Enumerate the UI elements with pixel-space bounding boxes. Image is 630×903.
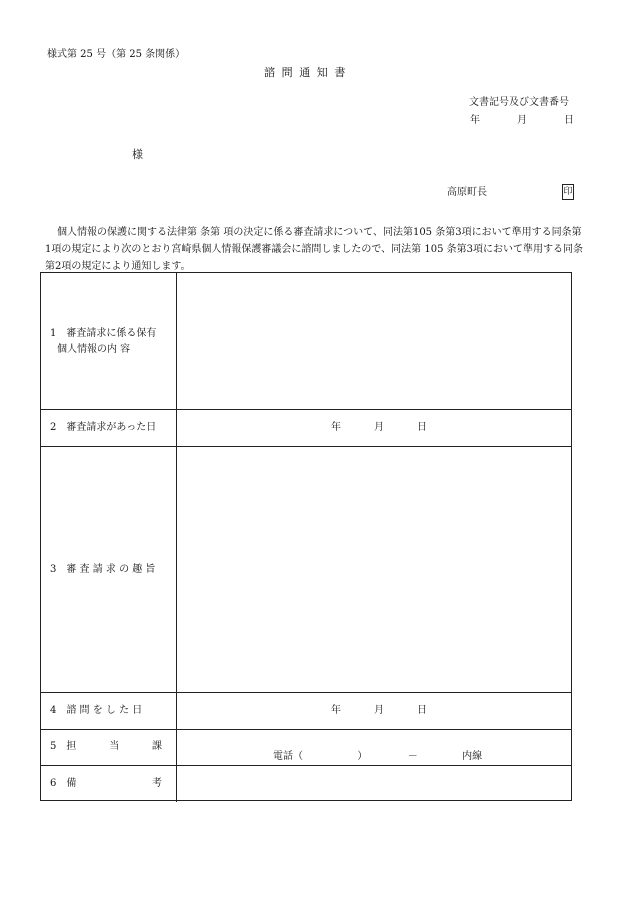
row2-value-field[interactable]	[177, 410, 571, 446]
row-label	[41, 410, 177, 446]
phone-line	[273, 752, 482, 762]
row6-label-num: 6 備	[50, 778, 77, 789]
table-row-department	[41, 730, 571, 766]
form-table	[40, 272, 572, 801]
phone-label: 電話（	[273, 751, 303, 762]
table-row-remarks	[41, 766, 571, 802]
row-label	[41, 693, 177, 729]
row6-label-end: 考	[152, 778, 162, 789]
row-label	[41, 273, 177, 409]
date-month: 月	[517, 115, 527, 126]
phone-close: ）	[357, 751, 368, 762]
row1-label-line1: 1 審査請求に係る保有	[50, 328, 157, 339]
document-reference-label: 文書記号及び文書番号	[469, 97, 569, 108]
row-label	[41, 766, 177, 802]
page-title: 諮問通知書	[264, 66, 352, 79]
row6-label	[50, 779, 162, 789]
row4-value-field[interactable]	[177, 693, 571, 729]
extension-label: 内線	[462, 751, 483, 762]
row4-year: 年	[331, 705, 341, 716]
row5-label	[50, 742, 162, 752]
row1-label-line2: 個人情報の内 容	[57, 344, 131, 355]
row4-month: 月	[374, 705, 384, 716]
table-row-request-date	[41, 410, 571, 447]
date-line	[470, 116, 574, 126]
row5-label-mid: 当	[109, 741, 120, 752]
seal-box: 印	[562, 184, 574, 200]
row2-day: 日	[417, 422, 427, 433]
row2-month: 月	[374, 422, 384, 433]
row2-label: 2 審査請求があった日	[50, 422, 157, 433]
table-row-content	[41, 273, 571, 410]
row5-value-field[interactable]	[177, 730, 571, 765]
form-number: 様式第 25 号（第 25 条関係）	[47, 49, 186, 60]
row5-label-end: 課	[152, 741, 162, 752]
row3-value-field[interactable]	[177, 447, 571, 692]
addressee: 様	[132, 148, 143, 161]
row4-day: 日	[417, 705, 427, 716]
row1-value-field[interactable]	[177, 273, 571, 409]
row-label	[41, 447, 177, 692]
row2-date	[331, 423, 427, 433]
row4-label: 4 諮 問 を し た 日	[50, 705, 143, 716]
body-paragraph: 個人情報の保護に関する法律第 条第 項の決定に係る審査請求について、同法第105 条第3項において準用する同条第1項の規定により次のとおり宮崎県個人情報保護審議会に諮問しましたので、同法第 105 条第3項において準用する同条第2項の規定により通知します。	[45, 227, 583, 272]
row2-year: 年	[331, 422, 341, 433]
table-row-purpose	[41, 447, 571, 693]
row6-value-field[interactable]	[177, 766, 571, 802]
row4-date	[331, 706, 427, 716]
phone-dash: －	[407, 751, 418, 762]
date-year: 年	[470, 115, 480, 126]
table-row-inquiry-date	[41, 693, 571, 730]
row-label	[41, 730, 177, 765]
row5-label-num: 5 担	[50, 741, 77, 752]
date-day: 日	[564, 115, 574, 126]
sender-name: 高原町長	[447, 187, 487, 198]
row3-label: 3 審 査 請 求 の 趣 旨	[50, 564, 156, 575]
